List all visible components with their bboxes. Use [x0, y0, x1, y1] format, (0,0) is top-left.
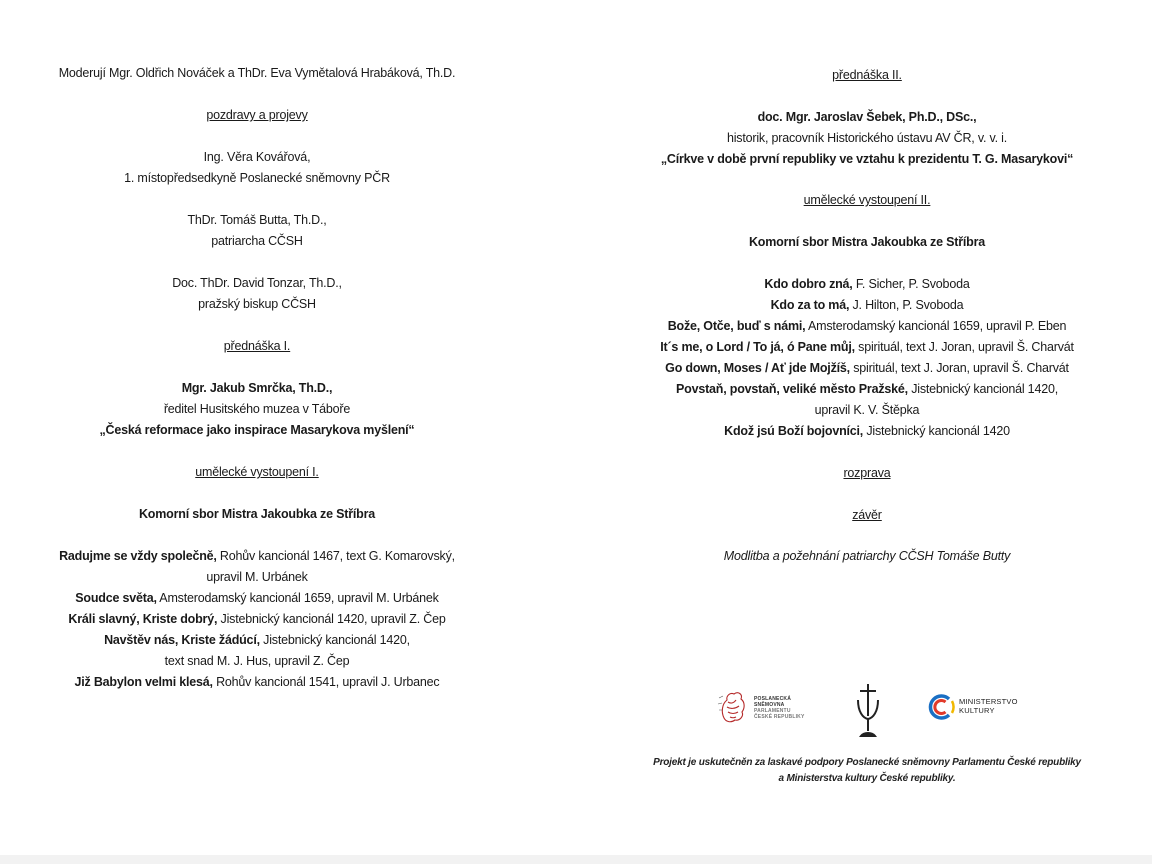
song-line: Povstaň, povstaň, veliké město Pražské, Jistebnický kancionál 1420, [676, 382, 1058, 396]
lecture-1-role: ředitel Husitského muzea v Táboře [163, 402, 351, 416]
support-line-1: Projekt je uskutečněn za laskavé podpory Poslanecké sněmovny Parlamentu České republiky [653, 757, 1081, 768]
speaker-3-role: pražský biskup CČSH [198, 297, 316, 311]
song-line: upravil K. V. Štěpka [814, 403, 920, 417]
lecture-1-heading: přednáška I. [223, 339, 291, 353]
song-line: It´s me, o Lord / To já, ó Pane můj, spirituál, text J. Joran, upravil Š. Charvát [660, 340, 1074, 354]
chalice-cross-icon [855, 682, 881, 740]
song-line: Soudce světa, Amsterodamský kancionál 1659, upravil M. Urbánek [75, 591, 439, 605]
song-line: Kdož jsú Boží bojovníci, Jistebnický kancionál 1420 [724, 424, 1010, 438]
speaker-2-name: ThDr. Tomáš Butta, Th.D., [187, 213, 327, 227]
prayer-line: Modlitba a požehnání patriarchy CČSH Tomáše Butty [723, 549, 1011, 563]
lecture-2-heading: přednáška II. [832, 68, 902, 82]
greetings-heading: pozdravy a projevy [206, 108, 308, 122]
song-line: Již Babylon velmi klesá, Rohův kancionál 1541, upravil J. Urbanec [74, 675, 440, 689]
ministry-c-icon [925, 692, 955, 722]
logo-text-line: KULTURY [959, 705, 995, 715]
speaker-3-name: Doc. ThDr. David Tonzar, Th.D., [172, 276, 342, 290]
art-1-heading: umělecké vystoupení I. [195, 465, 319, 479]
song-line: upravil M. Urbánek [206, 570, 308, 584]
song-line: Bože, Otče, buď s námi, Amsterodamský kancionál 1659, upravil P. Eben [667, 319, 1067, 333]
chalice-logo [855, 682, 881, 740]
parliament-logo [716, 688, 806, 728]
logo-text-line: POSLANECKÁ [754, 696, 792, 702]
choir-name-1: Komorní sbor Mistra Jakoubka ze Stříbra [138, 507, 375, 521]
logo-text-line: SNĚMOVNA [754, 702, 785, 708]
song-line: Go down, Moses / Ať jde Mojžíš, spirituál, text J. Joran, upravil Š. Charvát [665, 361, 1069, 375]
logo-text-line: PARLAMENTU [754, 708, 791, 714]
song-line: Kdo za to má, J. Hilton, P. Svoboda [770, 298, 964, 312]
discussion-heading: rozprava [843, 466, 891, 480]
support-line-2: a Ministerstva kultury České republiky. [778, 773, 956, 784]
art-2-heading: umělecké vystoupení II. [803, 193, 931, 207]
lecture-2-speaker: doc. Mgr. Jaroslav Šebek, Ph.D., DSc., [757, 110, 977, 124]
song-line: text snad M. J. Hus, upravil Z. Čep [164, 654, 350, 668]
song-line: Kdo dobro zná, F. Sicher, P. Svoboda [764, 277, 970, 291]
moderators-line: Moderují Mgr. Oldřich Nováček a ThDr. Eva Vymětalová Hrabáková, Th.D. [58, 66, 456, 80]
song-line: Navštěv nás, Kriste žádúcí, Jistebnický kancionál 1420, [104, 633, 410, 647]
conclusion-heading: závěr [852, 508, 882, 522]
lecture-1-speaker: Mgr. Jakub Smrčka, Th.D., [181, 381, 333, 395]
lecture-1-title: „Česká reformace jako inspirace Masarykova myšlení“ [99, 423, 415, 437]
speaker-1-role: 1. místopředsedkyně Poslanecké sněmovny PČR [124, 171, 390, 185]
choir-name-2: Komorní sbor Mistra Jakoubka ze Stříbra [748, 235, 985, 249]
logo-text-line: MINISTERSTVO [959, 697, 1018, 706]
sponsor-logos [700, 680, 1060, 744]
logo-text-line: ČESKÉ REPUBLIKY [754, 714, 805, 720]
song-line: Králi slavný, Kriste dobrý, Jistebnický kancionál 1420, upravil Z. Čep [68, 612, 446, 626]
ministry-culture-logo [925, 692, 1035, 726]
speaker-2-role: patriarcha CČSH [211, 234, 303, 248]
speaker-1-name: Ing. Věra Kovářová, [203, 150, 311, 164]
page-bottom-edge [0, 855, 1152, 864]
lecture-2-title: „Církve v době první republiky ve vztahu k prezidentu T. G. Masarykovi“ [660, 152, 1074, 166]
song-line: Radujme se vždy společně, Rohův kancionál 1467, text G. Komarovský, [59, 549, 455, 563]
lion-emblem-icon [716, 688, 750, 726]
lecture-2-role: historik, pracovník Historického ústavu AV ČR, v. v. i. [726, 131, 1008, 145]
